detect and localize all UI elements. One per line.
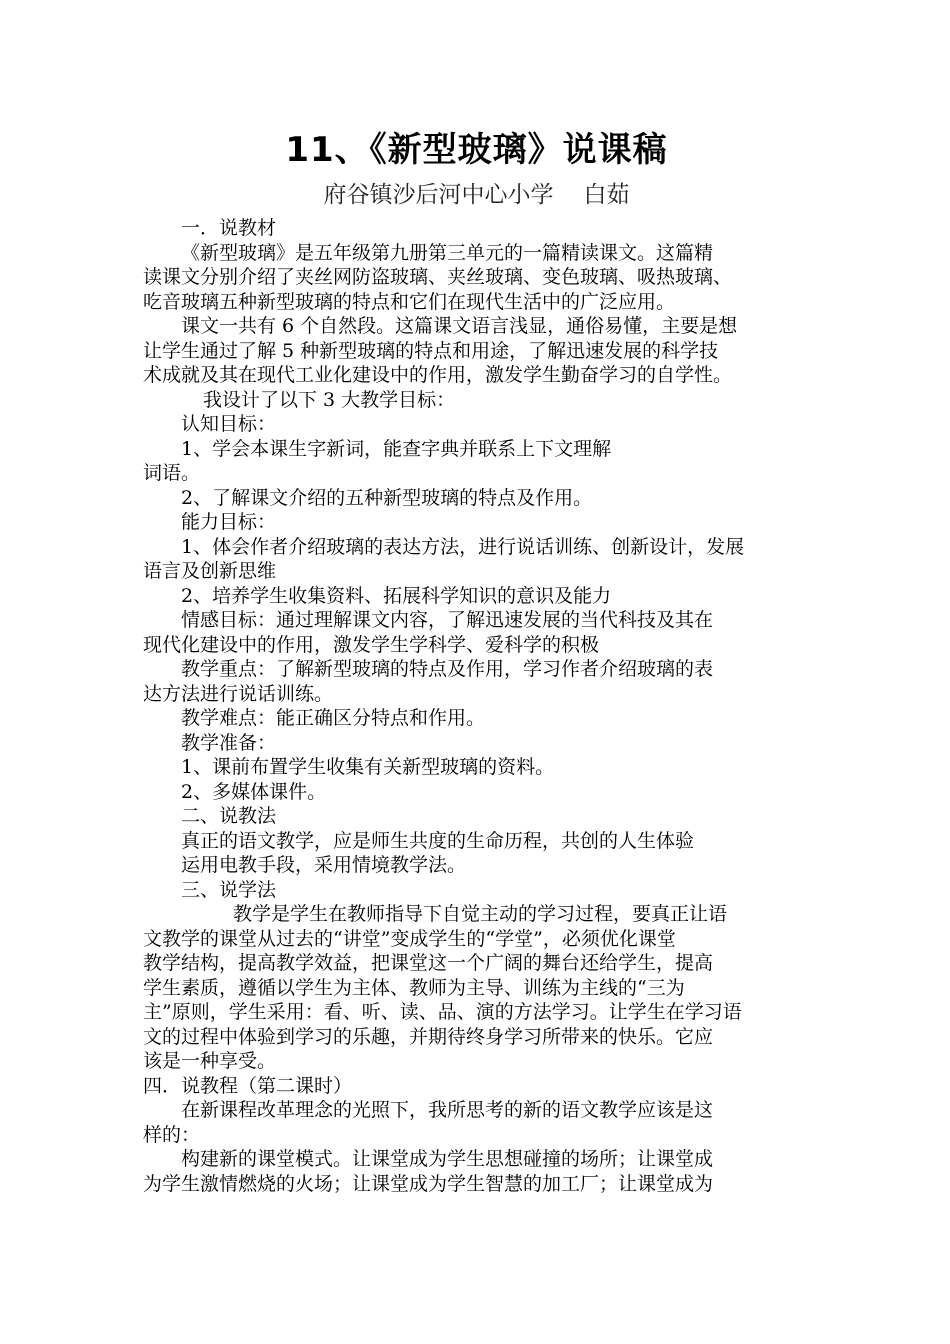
body-line: 课文一共有 6 个自然段。这篇课文语言浅显，通俗易懂，主要是想: [181, 315, 738, 337]
body-line: 吃音玻璃五种新型玻璃的特点和它们在现代生活中的广泛应用。: [143, 290, 676, 313]
author-school: 府谷镇沙后河中心小学: [323, 182, 554, 208]
body-line: 能力目标：: [181, 511, 277, 533]
body-line: 术成就及其在现代工业化建设中的作用，激发学生勤奋学习的自学性。: [143, 364, 733, 386]
body-line: 教学难点：能正确区分特点和作用。: [181, 707, 486, 729]
heading-section-2: 二、说教法: [181, 805, 277, 827]
document-title: 11、《新型玻璃》说课稿: [285, 130, 668, 170]
body-line: 教学是学生在教师指导下自觉主动的学习过程，要真正让语: [233, 903, 728, 925]
document-body: [143, 216, 810, 1196]
heading-section-4: 四．说教程（第二课时）: [143, 1074, 353, 1097]
body-line: 在新课程改革理念的光照下，我所思考的新的语文教学应该是这: [181, 1099, 714, 1121]
document-subtitle: [143, 178, 810, 212]
body-line: 为学生激情燃烧的火场；让课堂成为学生智慧的加工厂；让课堂成为: [143, 1172, 714, 1195]
body-line: 1、体会作者介绍玻璃的表达方法，进行说话训练、创新设计，发展: [181, 535, 745, 558]
author-name: 白茹: [583, 182, 630, 208]
body-line: 我设计了以下 3 大教学目标：: [203, 388, 456, 411]
body-line: 达方法进行说话训练。: [143, 682, 334, 705]
body-line: 《新型玻璃》是五年级第九册第三单元的一篇精读课文。这篇精: [181, 241, 714, 264]
body-line: 样的：: [143, 1123, 201, 1146]
body-line: 文教学的课堂从过去的“讲堂”变成学生的“学堂”，必须优化课堂: [143, 927, 676, 950]
body-line: 教学准备：: [181, 731, 277, 754]
body-line: 2、培养学生收集资料、拓展科学知识的意识及能力: [181, 584, 612, 607]
body-line: 文的过程中体验到学习的乐趣，并期待终身学习所带来的快乐。它应: [143, 1025, 714, 1048]
body-line: 语言及创新思维: [143, 560, 277, 582]
body-line: 1、学会本课生字新词，能查字典并联系上下文理解: [181, 437, 612, 460]
body-line: 认知目标：: [181, 413, 277, 435]
body-line: 学生素质，遵循以学生为主体、教师为主导、训练为主线的“三为: [143, 976, 685, 999]
body-line: 教学重点：了解新型玻璃的特点及作用，学习作者介绍玻璃的表: [181, 658, 714, 680]
body-line: 1、课前布置学生收集有关新型玻璃的资料。: [181, 756, 555, 778]
body-line: 让学生通过了解 5 种新型玻璃的特点和用途，了解迅速发展的科学技: [143, 339, 719, 362]
body-line: 词语。: [143, 462, 201, 484]
body-line: 主”原则，学生采用：看、听、读、品、演的方法学习。让学生在学习语: [143, 1001, 742, 1023]
body-line: 真正的语文教学，应是师生共度的生命历程，共创的人生体验: [181, 829, 695, 852]
body-line: 读课文分别介绍了夹丝网防盗玻璃、夹丝玻璃、变色玻璃、吸热玻璃、: [143, 266, 733, 288]
body-line: 2、多媒体课件。: [181, 780, 327, 803]
body-line: 现代化建设中的作用，激发学生学科学、爱科学的积极: [143, 633, 600, 656]
body-line: 2、了解课文介绍的五种新型玻璃的特点及作用。: [181, 486, 593, 509]
heading-section-3: 三、说学法: [181, 878, 277, 901]
body-line: 构建新的课堂模式。让课堂成为学生思想碰撞的场所；让课堂成: [181, 1148, 714, 1170]
body-line: 情感目标：通过理解课文内容，了解迅速发展的当代科技及其在: [181, 609, 714, 631]
heading-section-1: 一．说教材: [181, 217, 277, 239]
body-line: 运用电教手段，采用情境教学法。: [181, 854, 467, 876]
body-line: 教学结构，提高教学效益，把课堂这一个广阔的舞台还给学生，提高: [143, 952, 714, 974]
body-line: 该是一种享受。: [143, 1050, 277, 1072]
